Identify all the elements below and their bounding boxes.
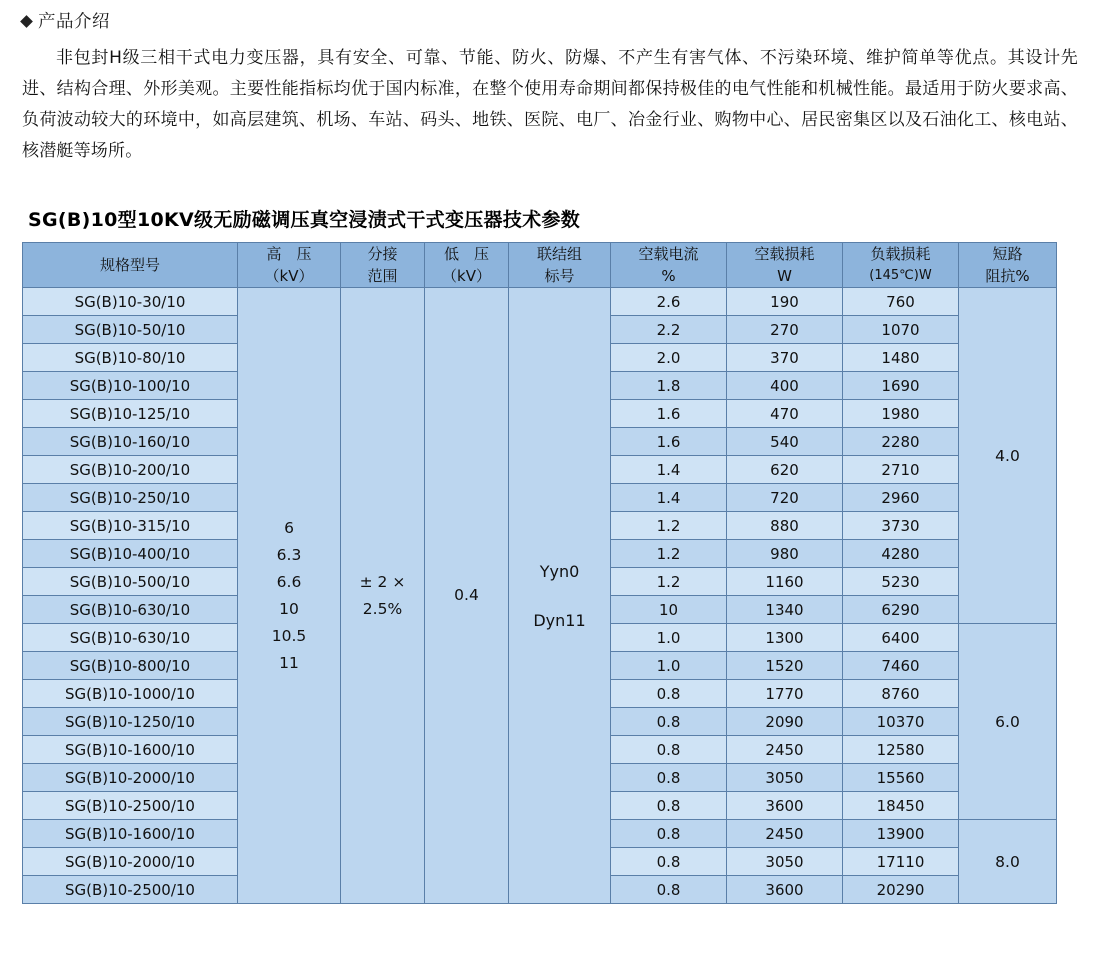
- cell-model: SG(B)10-1600/10: [23, 820, 238, 848]
- cell-no-load-current: 1.4: [611, 456, 727, 484]
- cell-no-load-current: 0.8: [611, 736, 727, 764]
- header-model: 规格型号: [23, 243, 238, 288]
- header-row: [23, 243, 1057, 288]
- header-impedance: 短路 阻抗%: [959, 243, 1057, 288]
- cell-no-load-loss: 3050: [727, 848, 843, 876]
- cell-no-load-loss: 1770: [727, 680, 843, 708]
- cell-load-loss: 8760: [843, 680, 959, 708]
- cell-load-loss: 3730: [843, 512, 959, 540]
- cell-impedance: 4.0: [959, 288, 1057, 624]
- header-load-loss: 负载损耗 (145℃)W: [843, 243, 959, 288]
- table-head: [23, 243, 1057, 288]
- cell-model: SG(B)10-100/10: [23, 372, 238, 400]
- cell-no-load-current: 1.6: [611, 400, 727, 428]
- cell-no-load-current: 0.8: [611, 820, 727, 848]
- header-no-load-loss: 空载损耗 W: [727, 243, 843, 288]
- cell-no-load-loss: 3050: [727, 764, 843, 792]
- cell-model: SG(B)10-125/10: [23, 400, 238, 428]
- cell-model: SG(B)10-80/10: [23, 344, 238, 372]
- cell-no-load-loss: 3600: [727, 792, 843, 820]
- cell-no-load-loss: 540: [727, 428, 843, 456]
- spec-table: [22, 242, 1057, 904]
- cell-no-load-current: 0.8: [611, 708, 727, 736]
- cell-no-load-current: 1.0: [611, 624, 727, 652]
- cell-model: SG(B)10-630/10: [23, 596, 238, 624]
- cell-no-load-current: 2.6: [611, 288, 727, 316]
- header-hv: 高 压 （kV）: [238, 243, 341, 288]
- cell-load-loss: 6400: [843, 624, 959, 652]
- cell-no-load-current: 1.0: [611, 652, 727, 680]
- cell-model: SG(B)10-400/10: [23, 540, 238, 568]
- cell-no-load-loss: 880: [727, 512, 843, 540]
- intro-paragraph: 非包封H级三相干式电力变压器，具有安全、可靠、节能、防火、防爆、不产生有害气体、不污染环境、维护简单等优点。其设计先进、结构合理、外形美观。主要性能指标均优于国内标准，在整个使用寿命期间都保持极佳的电气性能和机械性能。最适用于防火要求高、负荷波动较大的环境中，如高层建筑、机场、车站、码头、地铁、医院、电厂、冶金行业、购物中心、居民密集区以及石油化工、核电站、核潜艇等场所。: [22, 48, 1078, 161]
- cell-model: SG(B)10-315/10: [23, 512, 238, 540]
- cell-no-load-loss: 720: [727, 484, 843, 512]
- cell-no-load-loss: 2090: [727, 708, 843, 736]
- cell-tap-range: ± 2 × 2.5%: [341, 288, 425, 904]
- cell-no-load-current: 10: [611, 596, 727, 624]
- cell-load-loss: 2280: [843, 428, 959, 456]
- header-connection: 联结组 标号: [509, 243, 611, 288]
- cell-load-loss: 12580: [843, 736, 959, 764]
- header-tap: 分接 范围: [341, 243, 425, 288]
- cell-model: SG(B)10-2000/10: [23, 848, 238, 876]
- cell-no-load-loss: 190: [727, 288, 843, 316]
- table-title: SG(B)10型10KV级无励磁调压真空浸渍式干式变压器技术参数: [28, 209, 581, 231]
- cell-connection-group: Yyn0 Dyn11: [509, 288, 611, 904]
- cell-load-loss: 1980: [843, 400, 959, 428]
- cell-load-loss: 17110: [843, 848, 959, 876]
- cell-no-load-current: 0.8: [611, 876, 727, 904]
- section-title: 产品介绍: [38, 12, 110, 32]
- header-no-load-current: 空载电流 %: [611, 243, 727, 288]
- cell-load-loss: 20290: [843, 876, 959, 904]
- cell-no-load-current: 1.8: [611, 372, 727, 400]
- cell-load-loss: 760: [843, 288, 959, 316]
- cell-model: SG(B)10-630/10: [23, 624, 238, 652]
- cell-no-load-current: 2.2: [611, 316, 727, 344]
- cell-load-loss: 1690: [843, 372, 959, 400]
- cell-model: SG(B)10-50/10: [23, 316, 238, 344]
- cell-lv: 0.4: [425, 288, 509, 904]
- cell-model: SG(B)10-250/10: [23, 484, 238, 512]
- cell-model: SG(B)10-2000/10: [23, 764, 238, 792]
- cell-model: SG(B)10-1600/10: [23, 736, 238, 764]
- cell-load-loss: 1070: [843, 316, 959, 344]
- cell-load-loss: 5230: [843, 568, 959, 596]
- cell-no-load-current: 0.8: [611, 680, 727, 708]
- cell-no-load-current: 1.4: [611, 484, 727, 512]
- section-heading: [0, 0, 1100, 33]
- cell-no-load-loss: 1340: [727, 596, 843, 624]
- cell-no-load-current: 0.8: [611, 764, 727, 792]
- cell-load-loss: 2960: [843, 484, 959, 512]
- cell-model: SG(B)10-2500/10: [23, 792, 238, 820]
- cell-no-load-current: 0.8: [611, 848, 727, 876]
- cell-no-load-current: 0.8: [611, 792, 727, 820]
- cell-model: SG(B)10-1000/10: [23, 680, 238, 708]
- cell-load-loss: 15560: [843, 764, 959, 792]
- cell-load-loss: 10370: [843, 708, 959, 736]
- cell-no-load-loss: 3600: [727, 876, 843, 904]
- table-row: [23, 288, 1057, 316]
- cell-load-loss: 2710: [843, 456, 959, 484]
- cell-model: SG(B)10-160/10: [23, 428, 238, 456]
- cell-model: SG(B)10-500/10: [23, 568, 238, 596]
- cell-impedance: 6.0: [959, 624, 1057, 820]
- cell-model: SG(B)10-200/10: [23, 456, 238, 484]
- table-body: [23, 288, 1057, 904]
- header-lv: 低 压 （kV）: [425, 243, 509, 288]
- cell-no-load-loss: 370: [727, 344, 843, 372]
- cell-load-loss: 4280: [843, 540, 959, 568]
- cell-no-load-loss: 1300: [727, 624, 843, 652]
- cell-hv-range: 6 6.3 6.6 10 10.5 11: [238, 288, 341, 904]
- cell-load-loss: 6290: [843, 596, 959, 624]
- cell-load-loss: 7460: [843, 652, 959, 680]
- cell-no-load-loss: 980: [727, 540, 843, 568]
- cell-no-load-loss: 270: [727, 316, 843, 344]
- cell-no-load-loss: 1520: [727, 652, 843, 680]
- cell-no-load-current: 2.0: [611, 344, 727, 372]
- cell-impedance: 8.0: [959, 820, 1057, 904]
- spec-table-wrap: [22, 242, 1078, 904]
- cell-load-loss: 1480: [843, 344, 959, 372]
- cell-load-loss: 18450: [843, 792, 959, 820]
- cell-no-load-current: 1.2: [611, 568, 727, 596]
- cell-no-load-loss: 620: [727, 456, 843, 484]
- cell-no-load-current: 1.2: [611, 540, 727, 568]
- cell-load-loss: 13900: [843, 820, 959, 848]
- cell-model: SG(B)10-30/10: [23, 288, 238, 316]
- cell-no-load-loss: 470: [727, 400, 843, 428]
- cell-no-load-loss: 1160: [727, 568, 843, 596]
- cell-model: SG(B)10-800/10: [23, 652, 238, 680]
- cell-model: SG(B)10-2500/10: [23, 876, 238, 904]
- cell-no-load-loss: 400: [727, 372, 843, 400]
- cell-no-load-current: 1.2: [611, 512, 727, 540]
- cell-no-load-loss: 2450: [727, 736, 843, 764]
- cell-no-load-loss: 2450: [727, 820, 843, 848]
- cell-model: SG(B)10-1250/10: [23, 708, 238, 736]
- cell-no-load-current: 1.6: [611, 428, 727, 456]
- diamond-bullet-icon: [20, 15, 33, 28]
